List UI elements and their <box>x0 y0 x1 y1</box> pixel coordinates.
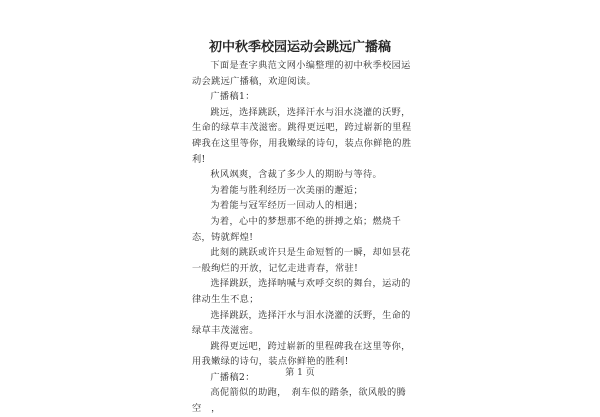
paragraph: 此刻的跳跃或许只是生命短暂的一瞬，却如昙花一般绚烂的开放，记忆走进青春，常驻! <box>192 247 411 274</box>
paragraph: 高伲箭似的助跑， 刹车似的踏条，欲风般的腾空 ， <box>192 387 407 415</box>
document-title: 初中秋季校园运动会跳远广播稿 <box>208 40 391 55</box>
page-number: 第 1 页 <box>285 368 315 378</box>
paragraph: 为着能与胜利经历一次美丽的邂逅； <box>210 184 363 196</box>
paragraph: 选择跳跃，选择汗水与泪水浇灌的沃野，生命的绿草丰茂滋密。 <box>192 309 411 337</box>
paragraph: 为着能与冠军经历一回动人的相遇； <box>210 200 363 212</box>
paragraph: 跳远，选择跳跃，选择汗水与泪水浇灌的沃野，生命的绿草丰茂滋密。跳得更远吧，跨过崭新的里程碑我在这里等你，用我嫩绿的诗句，装点你鲜艳的胜利! <box>192 106 412 165</box>
paragraph: 选择跳跃，选择呐喊与欢呼交织的舞台，运动的律动生生不息； <box>192 278 411 305</box>
paragraph: 秋风飒爽，含裁了多少人的期盼与等待。 <box>210 169 383 181</box>
section-heading-2: 广播稿2： <box>210 371 255 383</box>
paragraph: 跳得更远吧，跨过崭新的里程碑我在这里等你，用我嫩绿的诗句，装点你鲜艳的胜利! <box>192 340 411 368</box>
document-body <box>192 58 418 417</box>
paragraph: 为着，心中的梦想那不绝的拼搏之焰；燃烧千态，铸就辉煌! <box>192 215 402 243</box>
section-heading-1: 广播稿1： <box>210 91 255 103</box>
paragraph-intro: 下面是查字典范文网小编整理的初中秋季校园运动会跳远广播稿，欢迎阅读。 <box>192 60 411 87</box>
